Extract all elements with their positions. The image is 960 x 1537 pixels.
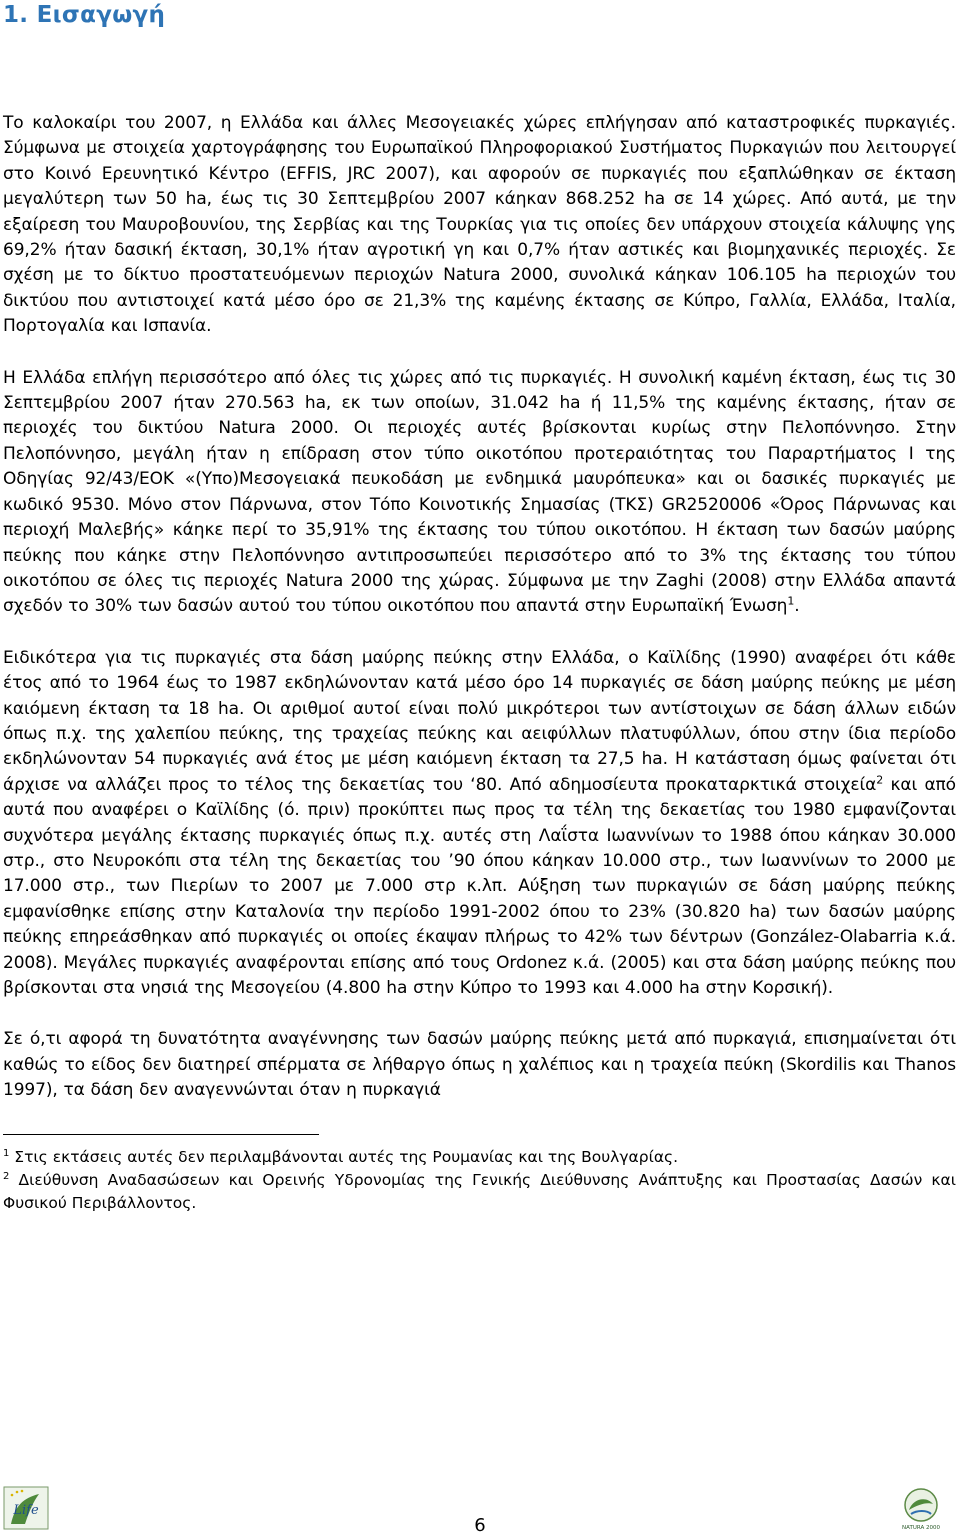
footnote-text: Στις εκτάσεις αυτές δεν περιλαμβάνονται αυτές της Ρουμανίας και της Βουλγαρίας. [9, 1148, 679, 1166]
footnote-ref-1[interactable]: 1 [787, 594, 795, 608]
footnote-text: Διεύθυνση Αναδασώσεων και Ορεινής Υδρονομίας της Γενικής Διεύθυνσης Ανάπτυξης και Προστασίας Δασών και Φυσικού Περιβάλλοντος. [3, 1171, 956, 1212]
paragraph-tail: . [794, 596, 800, 617]
paragraph-text: Σε ό,τι αφορά τη δυνατότητα αναγέννησης των δασών μαύρης πεύκης μετά από πυρκαγιά, επισημαίνεται ότι καθώς το είδος δεν διατηρεί σπέρματα σε λήθαργο όπως η χαλέπιος και η τραχεία πεύκη (Skordilis και Thanos 1997), τα δάση δεν αναγεννώνται όταν η πυρκαγιά [3, 1029, 956, 1101]
footnotes [3, 1146, 956, 1215]
footnote-number: 1 [3, 1147, 10, 1159]
paragraph-2 [3, 366, 956, 620]
life-logo-text: Life [13, 1503, 39, 1518]
footnote-2 [3, 1169, 956, 1215]
paragraph-text: Το καλοκαίρι του 2007, η Ελλάδα και άλλες Μεσογειακές χώρες επλήγησαν από καταστροφικές πυρκαγιές. Σύμφωνα με στοιχεία χαρτογράφησης του Ευρωπαϊκού Πληροφοριακού Συστήματος Πυρκαγιών που λειτουργεί στο Κοινό Ερευνητικό Κέντρο (EFFIS, JRC 2007), και αφορούν σε πυρκαγιές που εξαπλώθηκαν σε έκταση μεγαλύτερη των 50 ha, έως τις 30 Σεπτεμβρίου 2007 κάηκαν 868.252 ha σε 14 χώρες. Από αυτά, με την εξαίρεση του Μαυροβουνίου, της Σερβίας και της Τουρκίας για τις οποίες δεν υπάρχουν στοιχεία κάλυψης γης 69,2% ήταν δασική έκταση, 30,1% ήταν αγροτική γη και 0,7% ήταν αστικές και βιομηχανικές περιοχές. Σε σχέση με το δίκτυο προστατευόμενων περιοχών Natura 2000, συνολικά κάηκαν 106.105 ha περιοχών του δικτύου που αντιστοιχεί κατά μέσο όρο σε 21,3% της καμένης έκτασης σε Κύπρο, Γαλλία, Ελλάδα, Ιταλία, Πορτογαλία και Ισπανία. [3, 113, 956, 337]
paragraph-3 [3, 646, 956, 1002]
natura-logo-text: NATURA 2000 [902, 1525, 940, 1531]
footnote-1 [3, 1146, 956, 1169]
paragraph-1 [3, 111, 956, 340]
body-text [3, 111, 956, 1130]
paragraph-text: Ειδικότερα για τις πυρκαγιές στα δάση μαύρης πεύκης στην Ελλάδα, ο Καϊλίδης (1990) αναφέρει ότι κάθε έτος από το 1964 έως το 1987 εκδηλώνονταν κατά μέσο όρο 14 πυρκαγιές σε δάση μαύρης πεύκης με μέση καιόμενη έκταση τα 18 ha. Οι αριθμοί αυτοί είναι πολύ μικρότεροι των αντίστοιχων σε δάση άλλων ειδών όπως π.χ. της χαλεπίου πεύκης, της τραχείας πεύκης και αειφύλλων πλατυφύλλων, όπου στην ίδια περίοδο εκδηλώνονταν 54 πυρκαγιές ανά έτος με μέση καιόμενη έκταση τα 27,5 ha. Η κατάσταση όμως φαίνεται ότι άρχισε να αλλάζει προς το τέλος της δεκαετίας του ‘80. Από αδημοσίευτα προκαταρκτικά στοιχεία [3, 647, 956, 795]
footnote-separator [3, 1134, 319, 1135]
section-heading: 1. Εισαγωγή [3, 2, 166, 28]
footnote-number: 2 [3, 1170, 10, 1182]
page-number: 6 [474, 1515, 486, 1536]
paragraph-tail: και από αυτά που αναφέρει ο Καϊλίδης (ό. πριν) προκύπτει πως προς τα τέλη της δεκαετίας του 1980 εμφανίζονται συχνότερα μεγάλης έκτασης πυρκαγιές όπως π.χ. αυτές στη Λαΐστα Ιωαννίνων το 1988 όπου κάηκαν 30.000 στρ., στο Νευροκόπι στα τέλη της δεκαετίας του ’90 όπου κάηκαν 10.000 στρ., των Ιωαννίνων το 2000 με 17.000 στρ., των Πιερίων το 2007 με 7.000 στρ κ.λπ. Αύξηση των πυρκαγιών σε δάση μαύρης πεύκης εμφανίσθηκε επίσης στην Καταλονία την περίοδο 1991-2002 όπου το 23% (30.820 ha) των δασών μαύρης πεύκης επηρεάσθηκαν από πυρκαγιές οι οποίες έκαψαν πλήρως το 42% των δέντρων (González-Olabarria κ.ά. 2008). Μεγάλες πυρκαγιές αναφέρονται επίσης από τους Ordonez κ.ά. (2005) και στα δάση μαύρης πεύκης που βρίσκονται στα νησιά της Μεσογείου (4.800 ha στην Κύπρο το 1993 και 4.000 ha στην Κορσική). [3, 774, 956, 998]
paragraph-4 [3, 1027, 956, 1103]
footnote-ref-2[interactable]: 2 [876, 773, 884, 787]
paragraph-text: Η Ελλάδα επλήγη περισσότερο από όλες τις χώρες από τις πυρκαγιές. Η συνολική καμένη έκταση, έως τις 30 Σεπτεμβρίου 2007 ήταν 270.563 ha, εκ των οποίων, 31.042 ha ή 11,5% της καμένης έκτασης, ήταν σε περιοχές του δικτύου Natura 2000. Οι περιοχές αυτές βρίσκονται κυρίως στην Πελοπόννησο. Στην Πελοπόννησο, μεγάλη ήταν η επίδραση στον τύπο οικοτόπου προτεραιότητας του Παραρτήματος Ι της Οδηγίας 92/43/ΕΟΚ «(Υπο)Μεσογειακά πευκοδάση με ενδημικά μαυρόπευκα» και οι δασικές πυρκαγιές με κωδικό 9530. Μόνο στον Πάρνωνα, στον Τόπο Κοινοτικής Σημασίας (ΤΚΣ) GR2520006 «Όρος Πάρνωνας και περιοχή Μαλεβής» κάηκε περί το 35,91% της έκτασης του τύπου οικοτόπου. Η έκταση των δασών μαύρης πεύκης που κάηκε στην Πελοπόννησο αντιπροσωπεύει περισσότερο από το 3% της έκτασης του τύπου οικοτόπου σε όλες τις περιοχές Natura 2000 της χώρας. Σύμφωνα με την Zaghi (2008) στην Ελλάδα απαντά σχεδόν το 30% των δασών αυτού του τύπου οικοτόπου που απαντά στην Ευρωπαϊκή Ένωση [3, 367, 956, 617]
